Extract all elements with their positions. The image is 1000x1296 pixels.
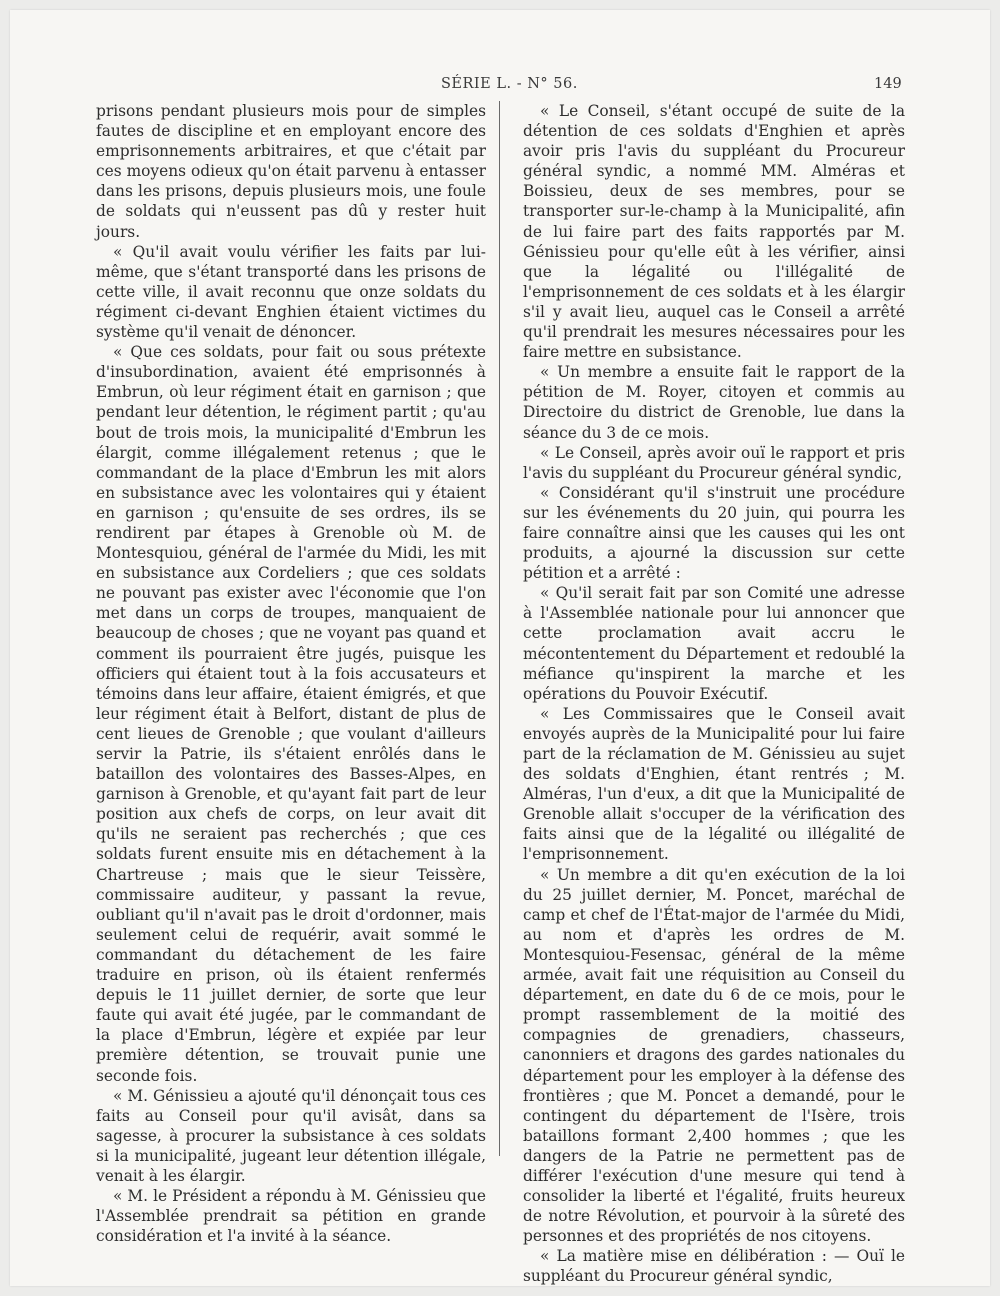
paragraph: « M. le Président a répondu à M. Génissieu que l'Assemblée prendrait sa pétition en grande considération et l'a invité à la séance. (96, 1187, 486, 1246)
page-number: 149 (874, 76, 902, 92)
paragraph: « Considérant qu'il s'instruit une procédure sur les événements du 20 juin, qui pourra les faire connaître ainsi que les causes qui les ont produits, a ajourné la discussion sur cette pétition et a arrêté : (523, 483, 905, 583)
series-heading: SÉRIE L. - N° 56. (441, 76, 578, 92)
paragraph: « Que ces soldats, pour fait ou sous prétexte d'insubordination, avaient été emprisonnés à Embrun, où leur régiment était en garnison ; que pendant leur détention, le régiment partit ; qu'au bout de trois mois, la municipalité d'Embrun les élargit, comme illégalement retenus ; que le commandant de la place d'Embrun les mit alors en subsistance avec les volontaires qui y étaient en garnison ; qu'ensuite de ses ordres, ils se rendirent par étapes à Grenoble où M. de Montesquiou, général de l'armée du Midi, les mit en subsistance aux Cordeliers ; que ces soldats ne pouvant pas exister avec l'économie que l'on met dans un corps de troupes, manquaient de beaucoup de choses ; que ne voyant pas quand et comment ils pourraient être jugés, puisque les officiers qui étaient tout à la fois accusateurs et témoins dans leur affaire, étaient émigrés, et que leur régiment était à Belfort, distant de plus de cent lieues de Grenoble ; que voulant d'ailleurs servir la Patrie, ils s'étaient enrôlés dans le bataillon des volontaires des Basses-Alpes, en garnison à Grenoble, et qu'ayant fait part de leur position aux chefs de corps, on leur avait dit qu'ils ne seraient pas recherchés ; que ces soldats furent ensuite mis en détachement à la Chartreuse ; mais que le sieur Teissère, commissaire auditeur, y passant la revue, oubliant qu'il n'avait pas le droit d'ordonner, mais seulement celui de requérir, avait sommé le commandant du détachement de les faire traduire en prison, où ils étaient renfermés depuis le 11 juillet dernier, de sorte que leur faute qui avait été jugée, par le commandant de la place d'Embrun, légère et expiée par leur première détention, se trouvait punie une seconde fois. (96, 343, 486, 1085)
paragraph: « Les Commissaires que le Conseil avait envoyés auprès de la Municipalité pour lui faire part de la réclamation de M. Génissieu au sujet des soldats d'Enghien, étant rentrés ; M. Alméras, l'un d'eux, a dit que la Municipalité de Grenoble allait s'occuper de la vérification des faits ainsi que de la légalité ou illégalité de l'emprisonnement. (523, 704, 905, 864)
paragraph: « Le Conseil, s'étant occupé de suite de la détention de ces soldats d'Enghien et après avoir pris l'avis du suppléant du Procureur général syndic, a nommé MM. Alméras et Boissieu, deux de ses membres, pour se transporter sur-le-champ à la Municipalité, afin de lui faire part des faits rapportés par M. Génissieu pour qu'elle eût à les vérifier, ainsi que la légalité ou l'illégalité de l'emprisonnement de ces soldats et à les élargir s'il y avait lieu, auquel cas le Conseil a arrêté qu'il prendrait les mesures nécessaires pour les faire mettre en subsistance. (523, 102, 905, 362)
paragraph: « La matière mise en délibération : — Ouï le suppléant du Procureur général syndic, (523, 1247, 905, 1286)
right-column (523, 101, 905, 1287)
paragraph: « Un membre a ensuite fait le rapport de la pétition de M. Royer, citoyen et commis au Directoire du district de Grenoble, lue dans la séance du 3 de ce mois. (523, 363, 905, 442)
paragraph: « Le Conseil, après avoir ouï le rapport et pris l'avis du suppléant du Procureur général syndic, (523, 443, 905, 482)
column-divider (499, 101, 500, 1156)
paragraph: « Qu'il avait voulu vérifier les faits par lui-même, que s'étant transporté dans les prisons de cette ville, il avait reconnu que onze soldats du régiment ci-devant Enghien étaient victimes du système qu'il venait de dénoncer. (96, 242, 486, 342)
paragraph: « M. Génissieu a ajouté qu'il dénonçait tous ces faits au Conseil pour qu'il avisât, dans sa sagesse, à procurer la subsistance à ces soldats si la municipalité, jugeant leur détention illégale, venait à les élargir. (96, 1086, 486, 1185)
running-header (0, 76, 1000, 96)
left-column (96, 101, 486, 1246)
paragraph: « Qu'il serait fait par son Comité une adresse à l'Assemblée nationale pour lui annoncer que cette proclamation avait accru le mécontentement du Département et redoublé la méfiance qu'inspirent la marche et les opérations du Pouvoir Exécutif. (523, 584, 905, 703)
paragraph: prisons pendant plusieurs mois pour de simples fautes de discipline et en employant encore des emprisonnements arbitraires, et que c'était par ces moyens odieux qu'on était parvenu à entasser dans les prisons, depuis plusieurs mois, une foule de soldats qui n'eussent pas dû y rester huit jours. (96, 102, 486, 241)
paragraph: « Un membre a dit qu'en exécution de la loi du 25 juillet dernier, M. Poncet, maréchal de camp et chef de l'État-major de l'armée du Midi, au nom et d'après les ordres de M. Montesquiou-Fesensac, général de la même armée, avait fait une réquisition au Conseil du département, en date du 6 de ce mois, pour le prompt rassemblement de la moitié des compagnies de grenadiers, chasseurs, canonniers et dragons des gardes nationales du département pour les employer à la défense des frontières ; que M. Poncet a demandé, pour le contingent du département de l'Isère, trois bataillons formant 2,400 hommes ; que les dangers de la Patrie ne permettent pas de différer l'exécution d'une mesure qui tend à consolider la liberté et l'égalité, fruits heureux de notre Révolution, et pourvoir à la sûreté des personnes et des propriétés de nos citoyens. (523, 865, 905, 1246)
